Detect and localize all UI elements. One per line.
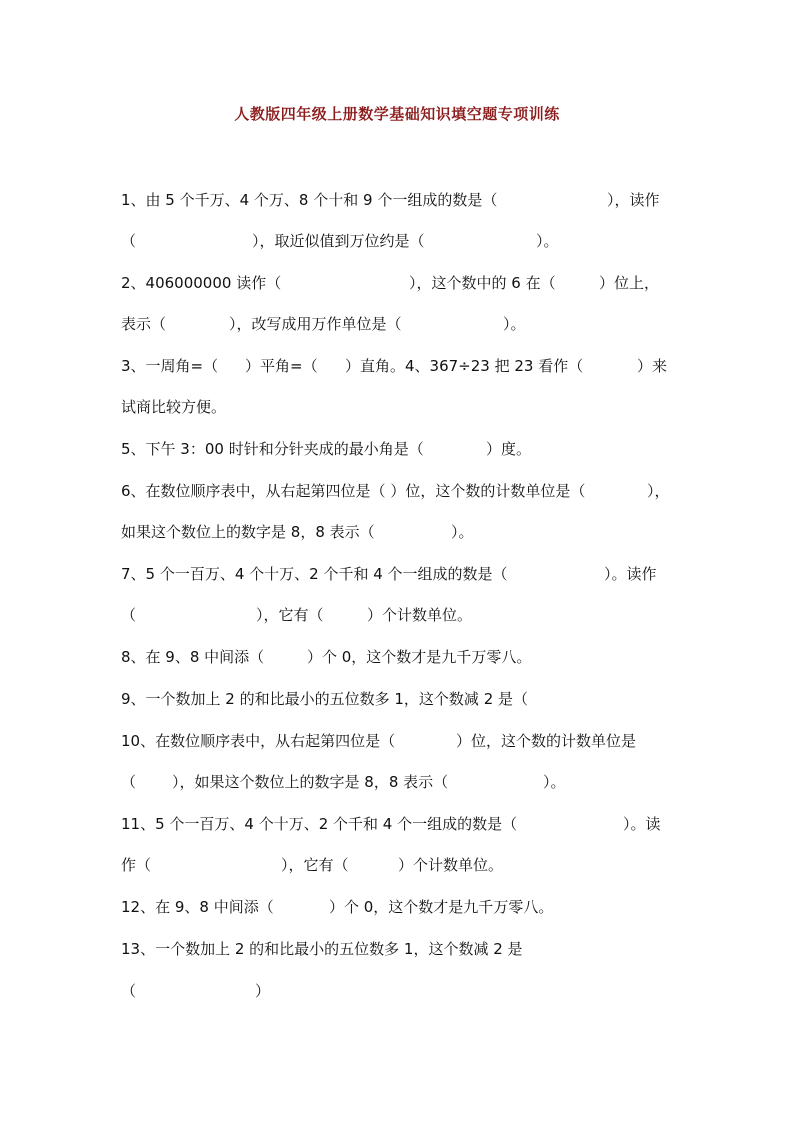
question-7-line-2 bbox=[0, 603, 794, 627]
text-segment: 作（ bbox=[121, 856, 152, 874]
text-segment: ）直角。4、367÷23 把 23 看作（ bbox=[345, 357, 584, 375]
text-segment: ），取近似值到万位约是（ bbox=[252, 232, 425, 250]
text-segment: ）。 bbox=[503, 315, 526, 333]
text-segment: ）。读作 bbox=[604, 565, 657, 583]
text-segment: （ bbox=[121, 982, 137, 1000]
question-7-line-1 bbox=[0, 562, 794, 586]
question-10-line-2 bbox=[0, 770, 794, 794]
text-segment: ）个计数单位。 bbox=[398, 856, 504, 874]
question-2-line-2 bbox=[0, 312, 794, 336]
text-segment: 试商比较方便。 bbox=[121, 398, 227, 416]
text-segment: ） bbox=[255, 982, 271, 1000]
text-segment: 12、在 9、8 中间添（ bbox=[121, 898, 274, 916]
text-segment: ），它有（ bbox=[281, 856, 349, 874]
question-10-line-1 bbox=[0, 729, 794, 753]
text-segment: ）， bbox=[647, 482, 670, 500]
document-title: 人教版四年级上册数学基础知识填空题专项训练 bbox=[234, 105, 560, 123]
text-segment: （ bbox=[121, 773, 137, 791]
text-segment: ）位，这个数的计数单位是 bbox=[456, 732, 637, 750]
text-segment: 13、一个数加上 2 的和比最小的五位数多 1，这个数减 2 是 bbox=[121, 940, 523, 958]
text-segment: 9、一个数加上 2 的和比最小的五位数多 1，这个数减 2 是（ bbox=[121, 690, 529, 708]
text-segment: ）。 bbox=[543, 773, 566, 791]
text-segment: ），这个数中的 6 在（ bbox=[409, 274, 556, 292]
question-2-line-1 bbox=[0, 271, 794, 295]
text-segment: ），读作 bbox=[607, 191, 660, 209]
text-segment: 3、一周角=（ bbox=[121, 357, 219, 375]
text-segment: ），它有（ bbox=[256, 606, 324, 624]
text-segment: ），改写成用万作单位是（ bbox=[229, 315, 402, 333]
text-segment: 11、5 个一百万、4 个十万、2 个千和 4 个一组成的数是（ bbox=[121, 815, 518, 833]
text-segment: 表示（ bbox=[121, 315, 167, 333]
text-segment: 5、下午 3：00 时针和分针夹成的最小角是（ bbox=[121, 440, 424, 458]
text-segment: ）度。 bbox=[486, 440, 532, 458]
question-11-line-1 bbox=[0, 812, 794, 836]
question-13-line-1 bbox=[0, 937, 794, 961]
question-9-line bbox=[0, 687, 794, 711]
text-segment: 10、在数位顺序表中，从右起第四位是（ bbox=[121, 732, 396, 750]
text-segment: ）。 bbox=[451, 523, 474, 541]
question-1-line-2 bbox=[0, 229, 794, 253]
question-3-4-line-1 bbox=[0, 354, 794, 378]
question-6-line-2 bbox=[0, 520, 794, 544]
text-segment: ）个计数单位。 bbox=[367, 606, 473, 624]
text-segment: ），如果这个数位上的数字是 8，8 表示（ bbox=[172, 773, 449, 791]
question-6-line-1 bbox=[0, 479, 794, 503]
text-segment: ）平角=（ bbox=[245, 357, 318, 375]
question-13-line-2 bbox=[0, 979, 794, 1003]
question-8-line bbox=[0, 645, 794, 669]
question-12-line bbox=[0, 895, 794, 919]
text-segment: 6、在数位顺序表中，从右起第四位是（ ）位，这个数的计数单位是（ bbox=[121, 482, 586, 500]
text-segment: 7、5 个一百万、4 个十万、2 个千和 4 个一组成的数是（ bbox=[121, 565, 508, 583]
text-segment: 1、由 5 个千万、4 个万、8 个十和 9 个一组成的数是（ bbox=[121, 191, 498, 209]
text-segment: ）位上， bbox=[599, 274, 660, 292]
text-segment: （ bbox=[121, 606, 137, 624]
text-segment: 2、406000000 读作（ bbox=[121, 274, 282, 292]
text-segment: （ bbox=[121, 232, 137, 250]
question-11-line-2 bbox=[0, 853, 794, 877]
text-segment: 如果这个数位上的数字是 8，8 表示（ bbox=[121, 523, 375, 541]
question-4-line-2 bbox=[0, 395, 794, 419]
question-1-line-1 bbox=[0, 188, 794, 212]
question-5-line bbox=[0, 437, 794, 461]
text-segment: ）来 bbox=[637, 357, 668, 375]
text-segment: ）个 0，这个数才是九千万零八。 bbox=[307, 648, 532, 666]
text-segment: 8、在 9、8 中间添（ bbox=[121, 648, 265, 666]
text-segment: ）。 bbox=[536, 232, 559, 250]
text-segment: ）。读 bbox=[623, 815, 661, 833]
text-segment: ）个 0，这个数才是九千万零八。 bbox=[329, 898, 554, 916]
